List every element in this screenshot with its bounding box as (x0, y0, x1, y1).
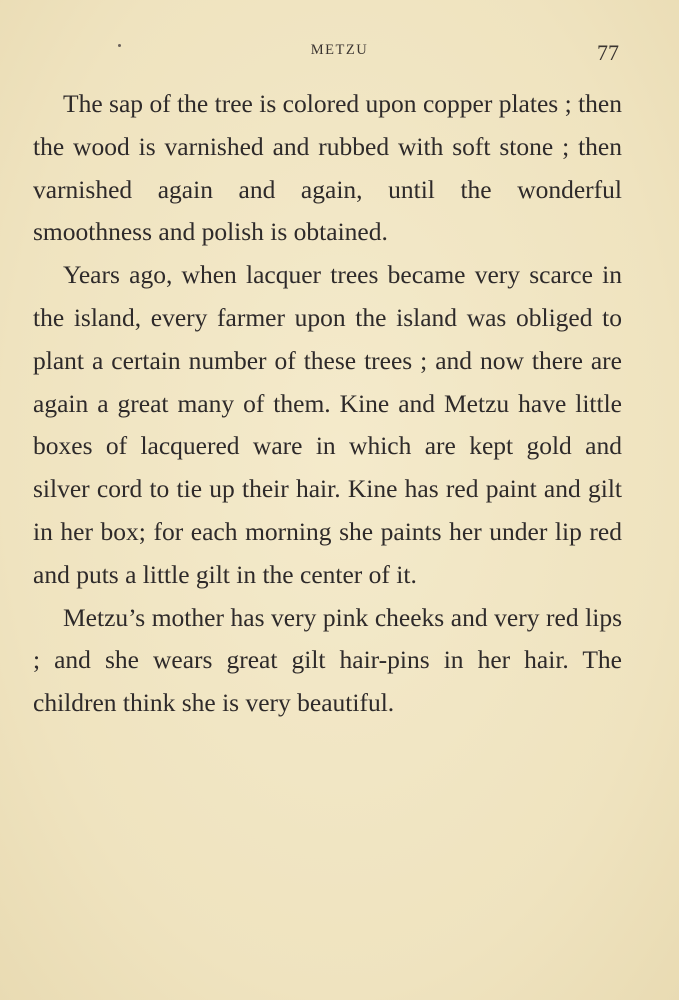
running-head-title: METZU (310, 42, 369, 58)
page-number: 77 (597, 40, 619, 65)
paragraph-2: Years ago, when lacquer trees became very scarce in the island, every farmer upon the island was obliged to plant a certain number of these trees ; and now there are again a great many of them. Kine and Metzu have little boxes of lacquered ware in which are kept gold and silver cord to tie up their hair. Kine has red paint and gilt in her box; for each morning she paints her under lip red and puts a little gilt in the center of it. (33, 260, 622, 589)
paragraph-3: Metzu’s mother has very pink cheeks and very red lips ; and she wears great gilt hair-pins in her hair. The children think she is very beautiful. (33, 602, 622, 718)
body-text (33, 83, 622, 725)
paragraph-1: The sap of the tree is colored upon copper plates ; then the wood is varnished and rubbed with soft stone ; then varnished again and again, until the wonderful smoothness and polish is obtained. (33, 89, 622, 247)
running-head (0, 42, 679, 72)
